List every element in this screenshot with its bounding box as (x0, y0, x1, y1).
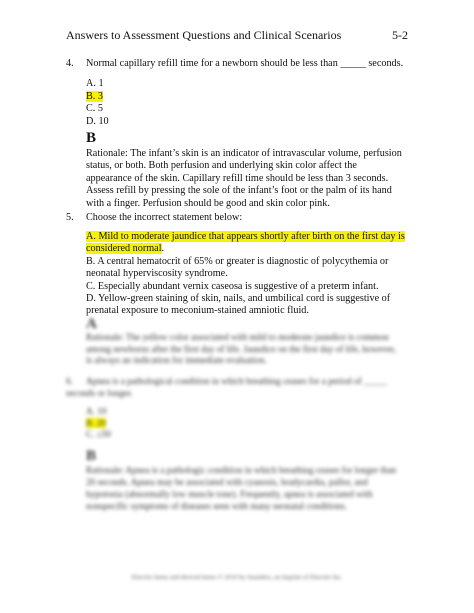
q4-rationale: Rationale: The infant’s skin is an indicator of intravascular volume, perfusion status, or both. Both perfusion and underlying skin color affect the appearance of the skin. Capillary refill time should be less than 3 seconds. Assess refill by pressing the sole of the infant’s foot or the palm of its hand with a finger. Perfusion should be good and skin color pink. (86, 148, 402, 209)
q6-option-a: A. 10 (86, 406, 107, 416)
q5-option-b: B. A central hematocrit of 65% or greater is diagnostic of polycythemia or neonatal hyperviscosity syndrome. (86, 255, 389, 280)
q5-option-a: A. Mild to moderate jaundice that appears shortly after birth on the first day is considered normal. (86, 231, 405, 255)
page-footer: Elsevier items and derived items © 2010 by Saunders, an imprint of Elsevier Inc. (131, 574, 343, 581)
question-6-stem: 6. Apnea is a pathological condition in which breathing ceases for a period of _____ seconds or longer. (66, 376, 387, 398)
question-4-options (86, 78, 109, 128)
page-header (66, 28, 408, 43)
q6-option-c: C. ≥50 (86, 429, 111, 439)
q4-option-c: C. 5 (86, 103, 103, 114)
q6-option-b: B. 20 (86, 417, 106, 428)
q5-rationale: Rationale: The yellow color associated with mild to moderate jaundice is common among newborns after the first day of life. Jaundice on the first day of life, however, is always an indication for immediate evaluation. (86, 332, 396, 365)
q4-answer-letter: B (86, 130, 97, 146)
q6-rationale: Rationale: Apnea is a pathologic condition in which breathing ceases for longer than 20 seconds. Apnea may be associated with cyanosis, bradycardia, pallor, and hypotonia (abnormally low muscle tone). Frequently, apnea is associated with nonspecific symptoms of diseases seen with many neonatal conditions. (86, 465, 397, 511)
header-title: Answers to Assessment Questions and Clinical Scenarios (66, 28, 342, 42)
q6-answer-letter: B (86, 448, 97, 464)
q5-option-d: D. Yellow-green staining of skin, nails, and umbilical cord is suggestive of prenatal exposure to meconium-stained amniotic fluid. (86, 293, 391, 317)
q5-answer-letter: A (86, 316, 97, 332)
question-5-options (86, 231, 406, 318)
question-6-options (86, 406, 111, 441)
q4-option-a: A. 1 (86, 78, 104, 89)
question-4-stem: 4. Normal capillary refill time for a newborn should be less than _____ seconds. (66, 58, 404, 69)
q4-option-b: B. 3 (86, 90, 103, 102)
header-page-number: 5-2 (392, 28, 408, 42)
q4-option-d: D. 10 (86, 115, 109, 127)
question-5-stem: 5. Choose the incorrect statement below: (66, 212, 243, 223)
q5-option-c: C. Especially abundant vernix caseosa is suggestive of a preterm infant. (86, 280, 379, 292)
